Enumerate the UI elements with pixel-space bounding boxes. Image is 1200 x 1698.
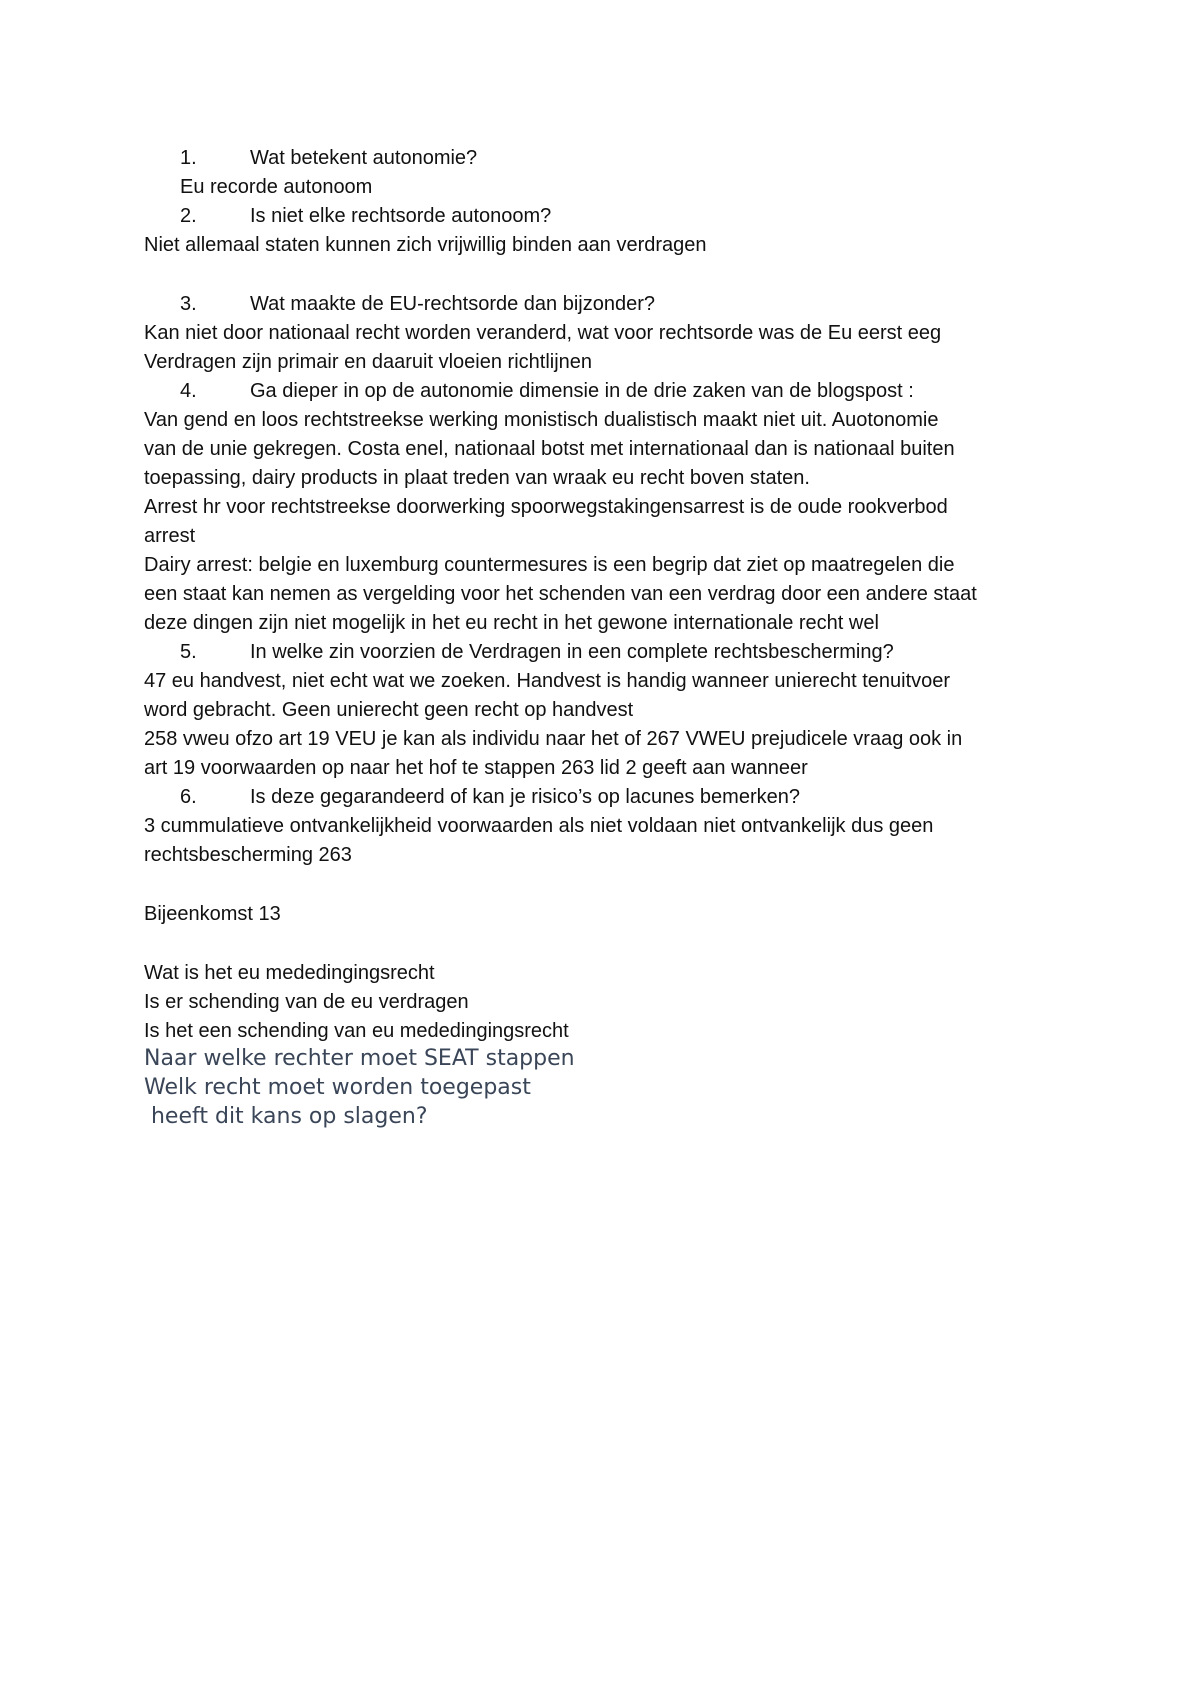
answer-line: rechtsbescherming 263 <box>144 844 352 866</box>
answer-line: Arrest hr voor rechtstreekse doorwerking spoorwegstakingensarrest is de oude rookverbod <box>144 496 948 518</box>
answer-line: art 19 voorwaarden op naar het hof te stappen 263 lid 2 geeft aan wanneer <box>144 757 808 779</box>
question-line: Naar welke rechter moet SEAT stappen <box>144 1046 575 1071</box>
answer-line: Eu recorde autonoom <box>180 176 373 198</box>
question-line: Welk recht moet worden toegepast <box>144 1075 531 1100</box>
list-number: 1. <box>180 147 197 169</box>
answer-line: deze dingen zijn niet mogelijk in het eu recht in het gewone internationale recht wel <box>144 612 879 634</box>
answer-line: word gebracht. Geen unierecht geen recht op handvest <box>144 699 634 721</box>
answer-line: Verdragen zijn primair en daaruit vloeien richtlijnen <box>144 351 593 373</box>
question-text: Is deze gegarandeerd of kan je risico’s op lacunes bemerken? <box>250 786 800 808</box>
list-number: 3. <box>180 293 197 315</box>
question-line: Is het een schending van eu mededingingsrecht <box>144 1020 569 1042</box>
answer-line: 258 vweu ofzo art 19 VEU je kan als individu naar het of 267 VWEU prejudicele vraag ook in <box>144 728 963 750</box>
question-line: heeft dit kans op slagen? <box>144 1104 428 1129</box>
answer-line: Kan niet door nationaal recht worden veranderd, wat voor rechtsorde was de Eu eerst eeg <box>144 322 942 344</box>
answer-line: een staat kan nemen as vergelding voor het schenden van een verdrag door een andere staat <box>144 583 977 605</box>
question-text: Ga dieper in op de autonomie dimensie in de drie zaken van de blogspost : <box>250 380 914 402</box>
answer-line: Van gend en loos rechtstreekse werking monistisch dualistisch maakt niet uit. Auotonomie <box>144 409 939 431</box>
question-line: Wat is het eu mededingingsrecht <box>144 962 435 984</box>
answer-line: Niet allemaal staten kunnen zich vrijwillig binden aan verdragen <box>144 234 707 256</box>
section-heading: Bijeenkomst 13 <box>144 903 281 925</box>
answer-line: toepassing, dairy products in plaat treden van wraak eu recht boven staten. <box>144 467 810 489</box>
list-number: 4. <box>180 380 197 402</box>
list-number: 6. <box>180 786 197 808</box>
answer-line: 3 cummulatieve ontvankelijkheid voorwaarden als niet voldaan niet ontvankelijk dus geen <box>144 815 934 837</box>
answer-line: arrest <box>144 525 196 547</box>
question-text: Wat betekent autonomie? <box>250 147 478 169</box>
answer-line: van de unie gekregen. Costa enel, nationaal botst met internationaal dan is nationaal buiten <box>144 438 955 460</box>
question-text: Is niet elke rechtsorde autonoom? <box>250 205 552 227</box>
question-line: Is er schending van de eu verdragen <box>144 991 469 1013</box>
question-text: In welke zin voorzien de Verdragen in een complete rechtsbescherming? <box>250 641 894 663</box>
question-text: Wat maakte de EU-rechtsorde dan bijzonder? <box>250 293 656 315</box>
answer-line: 47 eu handvest, niet echt wat we zoeken. Handvest is handig wanneer unierecht tenuitvoer <box>144 670 951 692</box>
list-number: 2. <box>180 205 197 227</box>
list-number: 5. <box>180 641 197 663</box>
answer-line: Dairy arrest: belgie en luxemburg countermesures is een begrip dat ziet op maatregelen die <box>144 554 955 576</box>
